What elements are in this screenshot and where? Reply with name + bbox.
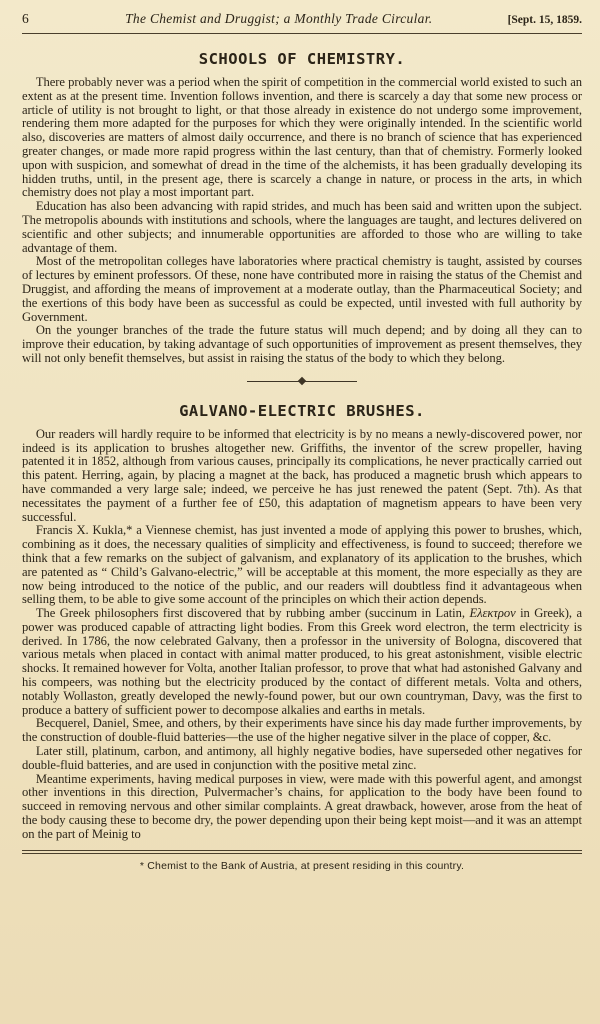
- paragraph-text: in Greek), a power was produced capable of attracting light bodies. From this Greek word electron, the term electricity is derived. In 1786, the now celebrated Galvany, then a professor in the university of Bologna, discovered that various metals when placed in contact with animal matter produced, to his great astonishment, visible electric shocks. It remained however for Volta, another Italian professor, to prove that what had astonished Galvany and his compeers, was nothing but the electricity produced by the contact of different metals. Volta and others, notably Wollaston, greatly developed the newly-found power, but our own countryman, Davy, was the first to produce a battery of sufficient power to decompose alkalies and earths in metals.: [22, 606, 582, 717]
- footnote: * Chemist to the Bank of Austria, at present residing in this country.: [139, 859, 465, 872]
- issue-date: [Sept. 15, 1859.: [507, 14, 582, 26]
- article2-paragraph: Francis X. Kukla,* a Viennese chemist, has just invented a mode of applying this power to brushes, which, combining as it does, the necessary qualities of simplicity and effectiveness, is found to succeed; therefore we think that a few remarks on the subject of galvanism, and explanatory of its application to the brushes, which are patented as “ Child’s Galvano-electric,” will be acceptable at this moment, the more especially as they are now being introduced to the notice of the public, and our readers will doubtless find it advantageous when selling them, to be able to give some account of the principles on which their action depends.: [22, 523, 582, 607]
- page-number: 6: [22, 11, 29, 26]
- article2-paragraph: Our readers will hardly require to be informed that electricity is by no means a newly-discovered power, nor indeed is its application to brushes altogether new. Griffiths, the inventor of the screw propeller, having patented it in 1852, although from various causes, principally its complications, he never practically carried out this patent. Herring, again, by placing a magnet at the back, has produced a magnetic brush which appears to have commanded a very large sale; indeed, we perceive he has just renewed the patent (Sept. 7th). As that necessitates the payment of a further fee of £50, this adaptation of magnetism appears to have been very successful.: [22, 426, 582, 524]
- article1-paragraph: Most of the metropolitan colleges have laboratories where practical chemistry is taught, assisted by courses of lectures by eminent professors. Of these, none have contributed more in raising the status of the Chemist and Druggist, and affording the means of improvement at a moderate outlay, than the Pharmaceutical Society; and the exertions of this body have been as successful as could be expected, until invested with full authority by Government.: [22, 254, 582, 324]
- article2-paragraph: Meantime experiments, having medical purposes in view, were made with this powerful agent, and amongst other inventions in this direction, Pulvermacher’s chains, for application to the body have been found to succeed in removing nervous and other similar complaints. A great drawback, however, arose from the heat of the body causing these to become dry, the power depending upon their being kept moist—and it was an attempt on the part of Meinig to: [22, 771, 582, 841]
- section-divider-ornament: [247, 378, 357, 384]
- footnote-rule: [22, 850, 582, 851]
- article1-paragraph: There probably never was a period when the spirit of competition in the commercial world existed to such an extent as at the present time. Invention follows invention, and there is scarcely a day that some new process or article of utility is not brought to light, or that those already in existence do not undergo some improvement, rendering them more adapted for the purposes for which they were originally intended. In the scientific world also, discoveries are matters of almost daily occurrence, and there is no branch of science that has experienced greater changes, or made more rapid progress within the last century, than that of chemistry. Formerly looked upon with suspicion, and somewhat of dread in the time of the alchemists, it has been gradually developing its hidden truths, until, in the present age, there is scarcely a change in nature, or process in the arts, in which chemistry does not play a most important part.: [22, 75, 582, 200]
- paragraph-text: The Greek philosophers first discovered that by rubbing amber (succinum in Latin,: [35, 606, 470, 621]
- article-title-schools-of-chemistry: SCHOOLS OF CHEMISTRY.: [198, 50, 406, 68]
- journal-title: The Chemist and Druggist; a Monthly Trade Circular.: [125, 11, 433, 26]
- article2-paragraph-greek: [22, 607, 582, 717]
- running-head: [22, 10, 582, 34]
- greek-word: Ελεκτρον: [469, 606, 516, 621]
- article2-paragraph: Becquerel, Daniel, Smee, and others, by their experiments have since his day made further improvements, by the construction of double-fluid batteries—the use of the higher negative silver in the place of copper, &c.: [22, 716, 582, 745]
- article1-paragraph: Education has also been advancing with rapid strides, and much has been said and written upon the subject. The metropolis abounds with institutions and schools, where the languages are taught, and lectures delivered on scientific and other subjects; and innumerable opportunities are afforded to those who are willing to take advantage of them.: [22, 199, 582, 255]
- article-title-galvano-electric-brushes: GALVANO-ELECTRIC BRUSHES.: [179, 401, 425, 420]
- article1-paragraph: On the younger branches of the trade the future status will much depend; and by doing all they can to improve their education, by taking advantage of such opportunities of improvement as present themselves, they will not only benefit themselves, but assist in raising the status of the body to which they belong.: [22, 323, 582, 365]
- footnote-rule: [22, 853, 582, 854]
- article2-paragraph: Later still, platinum, carbon, and antimony, all highly negative bodies, have superseded other negatives for double-fluid batteries, and are used in conjunction with the positive metal zinc.: [22, 744, 582, 772]
